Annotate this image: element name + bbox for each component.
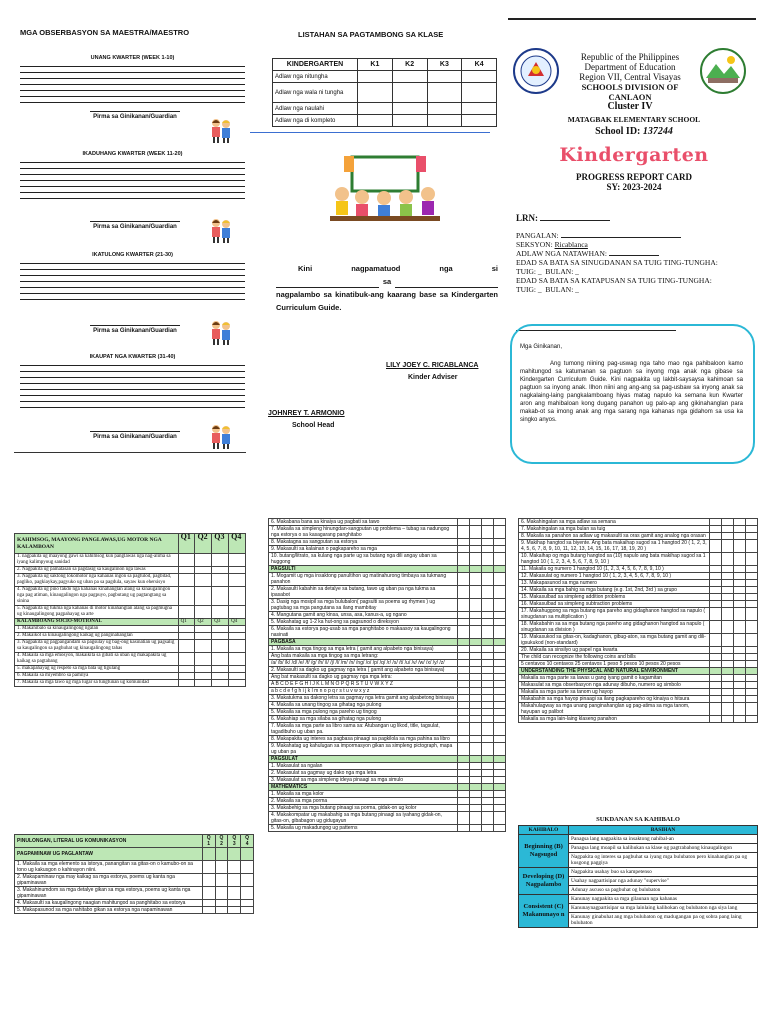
table-row: 6. Makaila sa miyembro sa pamilya xyxy=(15,673,179,680)
letter-body: Ang tumong niining pag-uswag nga taho mao nga pahibaloon kamo mahitungod sa katumanan sa pagtuon sa inyong mga anak nga gibase sa Kindergarten Curriculum Guide. Kini nagpakita ug lakbit-saysaysa kahimoan sa pagtuon sa inyong anak. Ilhon niini ang ang-ang sa pag-usbaw sa inyong anak sa nagkalaing-laing pangkalamboang hiyas matag napulo ka semana kun Kwarter aron ang mahibaloan kong dugang panahon ug palo-ap ang gikinahanglan para makab-ot sa imong anak ang mga sarang nga kahanas nga gidahom sa usa ka singko anyos. xyxy=(520,361,743,423)
table-row xyxy=(269,743,506,756)
level-developing: Developing (D) Nagpalambo xyxy=(519,868,569,895)
report-card-title: PROGRESS REPORT CARD xyxy=(575,172,693,182)
table-row xyxy=(519,553,758,566)
table-row xyxy=(269,660,506,667)
row-label: 3. Dasig nga mosipil sa mga bulubalon( pagsulti sa poems ug rhymes ) ug pagtubag sa mga pangutana sa ilang mambitay xyxy=(269,599,458,612)
row-label: Makaila sa mga lain-laing klaseng panahon xyxy=(519,716,710,723)
age-start-label: EDAD SA BATA SA SINUGDANAN SA TUIG TING-TUNGHA: xyxy=(516,258,718,267)
literacy-math-table xyxy=(268,518,506,832)
row-label: 4. Mangutana gamit ang kinsa, unsa, asa, kanus-a, ug ngano xyxy=(269,612,458,619)
table-row xyxy=(269,646,506,653)
row-label: 11. Makaila og numero 1 hangtod 10 (1, 2, 3, 4, 5, 6, 7, 8, 9, 10 ) xyxy=(519,566,710,573)
republic: Republic of the Philippines xyxy=(580,52,680,62)
table-row xyxy=(519,519,758,526)
row-label: 18. Makabahin sa sa mga butang nga pareho ang gidaghanon hangtod sa napulo ( sinugdanan sa division ) xyxy=(519,621,710,634)
level-desc: Panagsa lang moapil sa kalihukan sa klase og pagtrabahong kinaugalingon xyxy=(569,844,758,853)
att-row-label: Adlaw nga nitungha xyxy=(273,71,358,83)
row-label: 9. Makahatag ug kahulugan sa impormasyon gikan sa simpleng pictograph, mapa ug uban pa xyxy=(269,743,458,756)
name-label: PANGALAN: xyxy=(516,231,559,240)
row-label: 5. Makahatag ug 1-2 ka hut-ong sa pagsunod o direksyon xyxy=(269,619,458,626)
table-row xyxy=(269,736,506,743)
table-row xyxy=(269,825,506,832)
row-label: Ang bata makaila sa mga tingog sa mga letrang: xyxy=(269,653,458,660)
row-label: a b c d e f g h i j k l m n o p q r s t u v w x y z xyxy=(269,688,458,695)
language-table xyxy=(14,834,254,914)
table-row xyxy=(269,702,506,709)
numeracy-env-table xyxy=(518,518,758,723)
level-desc: Usahay nagpartisipar nga adunay "supervise" xyxy=(569,877,758,886)
row-label: 1. Makaila sa mga tingog sa mga letra ( gamit ang alpabeto nga binisaya) xyxy=(269,646,458,653)
row-label: Makahulagway sa mga unang panginahanglan ug pag-atima sa mga tanom, hayupan ug palibot xyxy=(519,703,710,716)
level-desc: Kanunay ginabuhat ang mga bulubaton og madugangan pa og sobra pang laing bulubaton xyxy=(569,913,758,928)
row-label: 1. Makaila sa mga kolor xyxy=(269,791,458,798)
region: Region VII, Central Visayas xyxy=(579,72,681,82)
quarter-title: IKADUHANG KWARTER (WEEK 11-20) xyxy=(82,151,183,157)
table-row xyxy=(269,667,506,674)
q-col: Q2 xyxy=(195,619,212,626)
cert-word: si xyxy=(491,264,498,273)
cert-word: Kini xyxy=(298,264,313,273)
month-label: BULAN: xyxy=(545,267,574,276)
table-row xyxy=(269,653,506,660)
section-value: Ricablanca xyxy=(554,240,588,249)
level-desc: Adunay ascuso sa pagbuhat og bulubaton xyxy=(569,886,758,895)
row-label: 6. Makahingalan sa mga adlaw sa semana xyxy=(519,519,710,526)
row-label: 3. Makatukma sa dakong letra sa gagmay nga letra gamit ang alpabetong binisaya xyxy=(269,695,458,702)
row-label: 2. Makasulti kabahin sa detalye sa butang, tawo ug uban pa nga tukma sa ipasabot xyxy=(269,586,458,599)
row-label: 1. Mogamit ug mga insaktong panultihon ug matinahurong timbaya sa tukmang panahon xyxy=(269,573,458,586)
level-desc: Nagpakita usahay buo sa kampetenso xyxy=(569,868,758,877)
school-id-value: 137244 xyxy=(642,126,673,137)
table-row xyxy=(519,621,758,634)
section-label: SEKSYON: xyxy=(516,240,553,249)
table-row xyxy=(269,586,506,599)
head-role: School Head xyxy=(292,422,335,429)
write-line xyxy=(20,97,245,103)
school-logo xyxy=(700,48,746,94)
att-row-label: Adlaw nga di kompleto xyxy=(273,115,358,127)
table-section: KALAMBOANG SOCIO-MOTIONAL xyxy=(15,619,179,626)
legend-table xyxy=(518,825,758,928)
q-col: Q4 xyxy=(229,534,246,554)
row-label: 13. Makapasunod sa mga numero xyxy=(519,580,710,587)
table-row xyxy=(269,626,506,639)
row-label: 6. Makabana bana sa kinaiya ug pagbati sa tawo xyxy=(269,519,458,526)
row-label: 2. Makasulti sa dagko ug gagmay nga letra ( gamit ang alpabeto nga binisaya) xyxy=(269,667,458,674)
row-label: The child can recognize the following coins and bills xyxy=(519,654,710,661)
table-row: 5. Makapasunod sa mga nahitabo gikan sa estorya nga napaminawan xyxy=(15,907,203,914)
quarter-title: IKATULONG KWARTER (21-30) xyxy=(92,252,173,258)
quarter-title: UNANG KWARTER (WEEK 1-10) xyxy=(90,55,175,61)
row-label: 10. butang/litrato, sa kulang nga parte ug sa butang nga dili angay uban sa huggong xyxy=(269,553,458,566)
q-col: Q3 xyxy=(212,534,229,554)
table-row xyxy=(269,709,506,716)
table-row: 2. Nagpakita ug pamatasan sa pagdasig sa kaugalinon nga lawas xyxy=(15,567,179,574)
table-row xyxy=(519,533,758,540)
row-label: 5 centavos 10 centavos 25 centavos 1 peso 5 pesos 10 pesos 20 pesos xyxy=(519,661,710,668)
row-label: Makabahin sa mga hayop pinaagi sa ilang pagkapareho og kinaiya o hitsura xyxy=(519,696,710,703)
table-row xyxy=(269,723,506,736)
att-col-k2: K2 xyxy=(392,59,427,71)
table-section: PAGSULTI xyxy=(269,566,458,573)
table-row: 1. nagpakita ug maayong gawi sa kahimsog kun panglawas nga nag-alima sa iyang kalimpyoug sanidad xyxy=(15,554,179,567)
cluster: Cluster IV xyxy=(607,101,653,112)
write-line xyxy=(20,402,245,408)
row-label: A B C D E F G H I J K L M N O P Q R S T U V W X Y Z xyxy=(269,681,458,688)
deped-seal xyxy=(513,48,559,94)
table-section: PAGBASA xyxy=(269,639,458,646)
row-label: 5. Makaila sa mga pulong nga pareho ug tingog xyxy=(269,709,458,716)
table-row xyxy=(519,573,758,580)
table-row xyxy=(519,601,758,608)
table-row: 3. Makahinumdom sa mga detalye gikan sa mga estorya, poems ug kanta nga gipaminawan xyxy=(15,887,203,900)
year-label: TUIG: xyxy=(516,285,536,294)
table-section: PAGSULAT xyxy=(269,756,458,763)
certification xyxy=(276,262,498,314)
table-row xyxy=(269,612,506,619)
row-label: 3. Makasulat sa mga simpleng ideya pinaagi sa mga simulo xyxy=(269,777,458,784)
row-label: 7. Makaila sa mga parte sa libro sama sa: Atubangan ug likod, title, tagsulat, tagadibuho ug uban pa. xyxy=(269,723,458,736)
table-row: 5. makapahayag ug respeto sa mga bata ug tigulang xyxy=(15,666,179,673)
table-row: 4. Nagpakita ug pino takdo nga kahanas kinahanglan alang sa kinaugalingon nga pag atiman, kinaugalingon nga pagpuyo, pagbutang ug pagtangtang sa sinina xyxy=(15,587,179,606)
row-label: 4. Makaila sa unang tingog sa gihatag nga pulong xyxy=(269,702,458,709)
observations-header: MGA OBSERBASYON SA MAESTRA/MAESTRO xyxy=(20,28,190,37)
level-desc: Kanunaynagpartisipar sa mga lainlaing kalihokan og bulubaton nga siya lang xyxy=(569,904,758,913)
cert-word: sa xyxy=(382,277,392,286)
table-row: 4. Makaila sa mga emosyon, makaikita sa gibati sa uban ug makapakita ug kaikag sa pagtabang xyxy=(15,653,179,666)
table-row xyxy=(519,654,758,661)
row-label: Makasulat sa mga obserbasyon nga adunay dibuho, numero ug simbolo xyxy=(519,682,710,689)
table-row xyxy=(519,696,758,703)
table-row xyxy=(519,580,758,587)
write-line xyxy=(20,193,245,199)
table-row xyxy=(269,681,506,688)
table-row xyxy=(269,791,506,798)
row-label: 6. Makaila sa estorya pag-usab sa mga panghitabo o makaasoy sa kaugalingong nasinati xyxy=(269,626,458,639)
table-row xyxy=(269,539,506,546)
att-row-label: Adlaw nga naulahi xyxy=(273,103,358,115)
table-row xyxy=(519,608,758,621)
school-name: MATAGBAK ELEMENTARY SCHOOL xyxy=(567,115,701,124)
table-row xyxy=(519,703,758,716)
table-row: 7. Makaila sa mga tawo ug mga lugar sa tungtunan ug komunidad xyxy=(15,680,179,687)
table-row: 3. Nagpakita ug saktong lokomotor nga kahanas ingon sa pagtulod, pagbitad, pagliko, pagkiaykay,pagyuko ug uban pa sa pagdula, sayaw kun ehersisyo xyxy=(15,574,179,587)
health-motor-table xyxy=(14,533,246,687)
level-beginning: Beginning (B) Nagsugod xyxy=(519,835,569,868)
legend-h2: BASIHAN xyxy=(569,826,758,835)
guardian-signature: Pirma sa Ginikanan/Guardian xyxy=(90,431,180,440)
row-label: 6. Makahiap sa mga silaba sa gihatag nga pulong xyxy=(269,716,458,723)
table-section: MATHEMATICS xyxy=(269,784,458,791)
table-row xyxy=(269,770,506,777)
row-label: 2. Makasulat sa gagmay ug dako nga mga letra xyxy=(269,770,458,777)
q-col: Q 3 xyxy=(228,835,241,848)
children-illustration xyxy=(210,320,232,346)
row-label: 7. Makahingalan sa mga bulan sa tuig xyxy=(519,526,710,533)
row-label: 7. Makaila sa simpleng hinungdan-sangputan ug problema – tubag sa nadungog nga estorya o sa kasagarang panghitabo xyxy=(269,526,458,539)
children-illustration xyxy=(210,218,232,244)
table-row xyxy=(269,619,506,626)
att-col-k1: K1 xyxy=(358,59,393,71)
quarter-1 xyxy=(20,55,245,120)
table-row: 2. Makapaminaw nga may kaikag sa mga estorya, poems ug kanta nga gipaminawan xyxy=(15,874,203,887)
table-row xyxy=(269,812,506,825)
legend-title: SUKDANAN SA KAHIBALO xyxy=(596,816,680,823)
table-row xyxy=(269,674,506,681)
birthday-label: ADLAW NGA NATAWHAN: xyxy=(516,249,607,258)
table-row xyxy=(269,546,506,553)
table-row xyxy=(519,594,758,601)
table-row xyxy=(519,587,758,594)
row-label: 3. Makabehig sa mga butang pinaagi sa porma, gidak-on ug kolor xyxy=(269,805,458,812)
lrn-label: LRN: xyxy=(516,213,538,223)
table-row: 2. Makaikot sa kinaugalingong kaikag ug panginahanglan xyxy=(15,633,179,640)
month-label: BULAN: xyxy=(545,285,574,294)
panel-bottom-border xyxy=(14,452,246,453)
row-label: 2. Makaila sa mga porma xyxy=(269,798,458,805)
table-row xyxy=(519,526,758,533)
guardian-signature: Pirma sa Ginikanan/Guardian xyxy=(90,111,180,120)
row-label: 8. Makatagna sa sangputan sa estorya xyxy=(269,539,458,546)
q-col: Q 4 xyxy=(241,835,254,848)
school-id-label: School ID: xyxy=(595,126,641,137)
att-col-k4: K4 xyxy=(462,59,497,71)
q-col: Q4 xyxy=(229,619,246,626)
table-row xyxy=(519,689,758,696)
table-row xyxy=(269,716,506,723)
table-row xyxy=(519,661,758,668)
row-label: 19. Makasukod sa gitas-on, kadaghanon, gibug-aton, sa mga butang gamit ang dili-igsukukod (non-standard) xyxy=(519,634,710,647)
row-label: 14. Makaila sa mga bahig sa mga butang (e.g. 1st, 2nd, 3rd ) sa grupo xyxy=(519,587,710,594)
classroom-illustration xyxy=(330,152,440,222)
school-header xyxy=(560,52,700,112)
table-row xyxy=(269,777,506,784)
level-desc: Kanunay nagpakita sa mga gilaunan nga kahanas xyxy=(569,895,758,904)
age-end-label: EDAD SA BATA SA KATAPUSAN SA TUIG TING-TUNGHA: xyxy=(516,276,712,285)
head-name: JOHNREY T. ARMONIO xyxy=(268,410,345,417)
row-label: 16. Makasulbad sa simpleng subtraction problems xyxy=(519,601,710,608)
table-row: 1. Makaila sa mga elemento sa istorya, panangitan sa gitas-on o kamubo-on sa tono ug kakusgon o kahinayon niini. xyxy=(15,861,203,874)
table-row xyxy=(269,519,506,526)
cert-word: nga xyxy=(439,264,453,273)
school-year: SY: 2023-2024 xyxy=(606,182,662,192)
row-label: 20. Makaila sa sinsilyo ug papel nga kwarta xyxy=(519,647,710,654)
q-col: Q3 xyxy=(212,619,229,626)
row-label: 4. Makakompatar ug makabahig sa mga butang pinaagi sa iyahang gidak-on, gitas-on, gibabagon ug gidugayun xyxy=(269,812,458,825)
table-row xyxy=(519,540,758,553)
q-col: Q 1 xyxy=(202,835,215,848)
table-row xyxy=(269,553,506,566)
student-info: LRN: PANGALAN: SEKSYON: Ricablanca ADLAW NGA NATAWHAN: EDAD SA BATA SA SINUGDANAN SA TUIG TING-TUNGHA: TUIG: _ BULAN: _ EDAD SA BATA SA KATAPUSAN SA TUIG TING-TUNGHA: TUIG: _ BULAN: _ xyxy=(516,214,761,294)
row-label: Makaila sa mga parte sa tanom ug hayop xyxy=(519,689,710,696)
att-col-k3: K3 xyxy=(427,59,462,71)
row-label: 12. Makasulat og numero 1 hangtod 10 ( 1, 2, 3, 4, 5, 6, 7, 8, 9, 10 ) xyxy=(519,573,710,580)
adviser-role: Kinder Adviser xyxy=(408,374,458,381)
school-id xyxy=(520,126,748,137)
table-row: 1. Makahibalo sa kinaugalingong ngalan xyxy=(15,626,179,633)
level-consistent: Consistent (C) Makanunayo n xyxy=(519,895,569,928)
guardian-signature: Pirma sa Ginikanan/Guardian xyxy=(90,325,180,334)
table-row xyxy=(519,566,758,573)
row-label: 15. Makasulbad sa simpleng addition problems xyxy=(519,594,710,601)
attendance-header: LISTAHAN SA PAGTAMBONG SA KLASE xyxy=(298,30,444,39)
table-row xyxy=(269,526,506,539)
table-row xyxy=(269,805,506,812)
row-label: 10. Makaihap og mga butang hangtod sa (10) napulo ang bata makihap sugod sa 1 hangtod 10 ( 1, 2, 3, 4, 5, 6, 7, 8, 9, 10 ) xyxy=(519,553,710,566)
table-section: UNDERSTANDING THE PHYSICAL AND NATURAL ENVIRONMENT xyxy=(519,668,710,675)
table-row xyxy=(269,763,506,770)
table-row xyxy=(269,798,506,805)
table-row xyxy=(269,599,506,612)
table-row: 3. Nagpakita ug pagpangandam sa pagsulay ug bag-ong kasinatian ug pagsalig sa kaugalingon sa paghuhat ug kinaugalingong tahas xyxy=(15,640,179,653)
q-col: Q1 xyxy=(178,534,195,554)
table-row: 4. Makasulti sa kaugalingong naagian mahitungod sa panghitabo sa estorya xyxy=(15,900,203,907)
table-row xyxy=(519,682,758,689)
level-desc: Panagsa lang nagpakita sa insaktong nahibal-an xyxy=(569,835,758,844)
row-label: /a/ /b/ /k/ /d/ /e/ /f/ /g/ /h/ /i/ /j/ /l/ /m/ /n/ /ng/ /o/ /p/ /q/ /r/ /s/ /t/ /u/ /v/ /w/ /x/ /y/ /z/ xyxy=(269,660,458,667)
kindergarten-title: Kindergarten xyxy=(559,144,709,166)
cert-word: nagpamatuod xyxy=(351,264,401,273)
q-col: Q2 xyxy=(195,534,212,554)
guardian-signature: Pirma sa Ginikanan/Guardian xyxy=(90,221,180,230)
write-line xyxy=(20,294,245,300)
table-row: 5. Nagpakita ug tukma nga kahanas di motor kinahanglan alang sa pagmugna ug kinaugalingong pagpahayag sa arte xyxy=(15,606,179,619)
letter-box xyxy=(510,324,755,464)
row-label: 8. Makapakita ug interes sa pagbasa pinaagi sa pagkilola sa mga pahina sa libro xyxy=(269,736,458,743)
att-col-kinder: KINDERGARTEN xyxy=(273,59,358,71)
row-label: Ang bat makasulti sa dagko ug gagmay nga mga letra: xyxy=(269,674,458,681)
adviser-name: LILY JOEY C. RICABLANCA xyxy=(386,362,479,369)
table-row xyxy=(519,675,758,682)
table-row xyxy=(269,688,506,695)
letter-greeting: Mga Ginikanan, xyxy=(520,344,563,350)
table-row xyxy=(519,647,758,654)
row-label: 9. Makihap hangtod sa biyente. Ang bata makaihap sugod sa 1 hangtod 20 ( 1, 2, 3, 4, 5, 6, 7, 8, 9, 10, 11, 12, 13, 14, 15, 16, 17, 18, 19, 20 ) xyxy=(519,540,710,553)
row-label: 8. Makaila sa panahon sa adlaw ug makasulti sa oras gamit ang analog nga orasan xyxy=(519,533,710,540)
row-label: 17. Makahuggong sa mga butang nga pareho ang gidaghanon hangtod sa napulo ( sinugdanan sa multiplication ) xyxy=(519,608,710,621)
table-title: KAHIMSOG, MAAYONG PANGLAWAS,UG MOTOR NGA KALAMBOAN xyxy=(15,534,179,554)
table-row xyxy=(269,695,506,702)
row-label: 5. Makaila ug makadungog ug patterns xyxy=(269,825,458,832)
table-row xyxy=(519,634,758,647)
att-row-label: Adlaw nga wala ni tungha xyxy=(273,83,358,103)
table-row xyxy=(269,573,506,586)
legend-h1: KAHIBALO xyxy=(519,826,569,835)
q-col: Q1 xyxy=(178,619,195,626)
children-illustration xyxy=(210,424,232,450)
row-label: 9. Makasulti sa kalainan o pagkapareho sa mga xyxy=(269,546,458,553)
department: Department of Education xyxy=(584,62,676,72)
row-label: Makaila sa mga parte sa lawas u gang iyang gamit o kagamitan xyxy=(519,675,710,682)
level-desc: Nagpakita og interes sa pagbuhat sa iyang mga bulubaton pero kinahanglan pa og kusgong paggiya xyxy=(569,853,758,868)
table-section: PAGPAMINAW UG PAGLANTAW xyxy=(15,848,203,861)
quarter-title: IKAUPAT NGA KWARTER (31-40) xyxy=(89,354,176,360)
row-label: 1. Makasulat sa ngalan xyxy=(269,763,458,770)
q-col: Q 2 xyxy=(215,835,228,848)
table-title: PINULONGAN, LITERAL UG KOMUNIKASYON xyxy=(15,835,203,848)
year-label: TUIG: xyxy=(516,267,536,276)
division: SCHOOLS DIVISION OF CANLAON xyxy=(581,82,679,102)
children-illustration xyxy=(210,118,232,144)
attendance-table xyxy=(272,58,497,127)
cert-text: nagpalambo sa kinatibuk-ang kaarang base sa Kindergarten Curriculum Guide. xyxy=(276,290,498,312)
top-rule xyxy=(508,18,756,20)
blue-divider xyxy=(250,132,490,133)
table-row xyxy=(519,716,758,723)
